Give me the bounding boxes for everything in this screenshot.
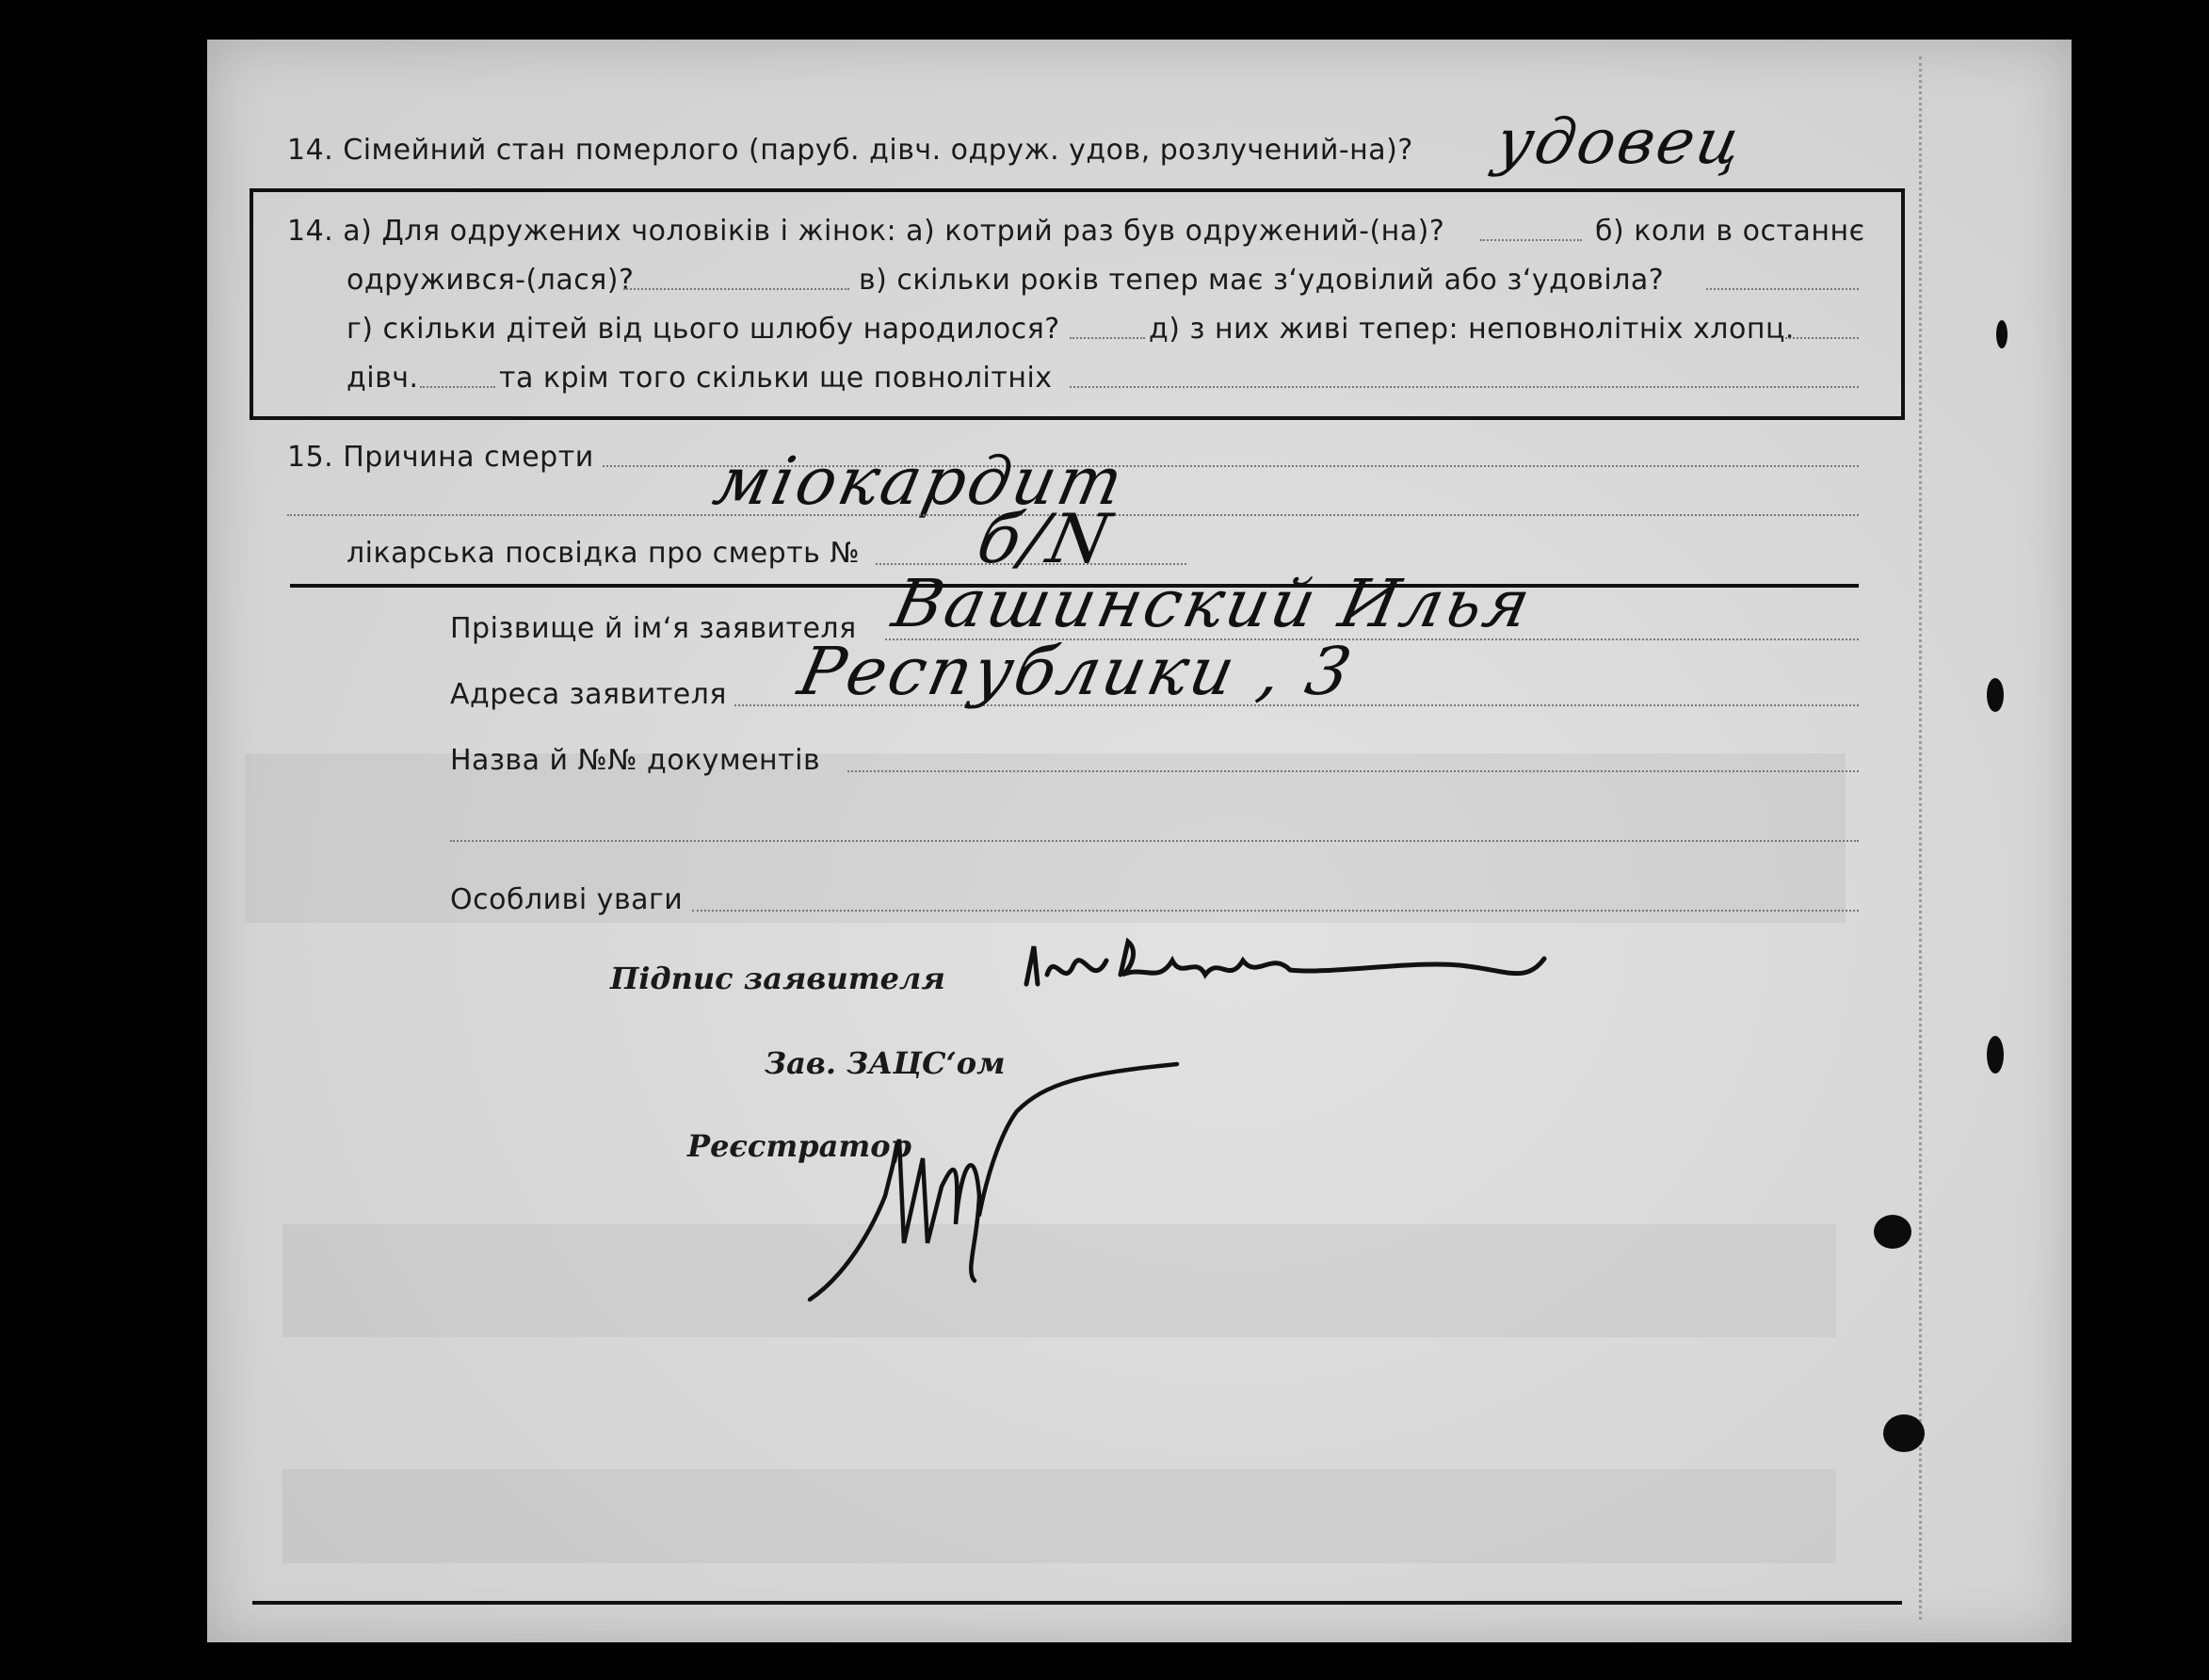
special-notes-label: Особливі уваги [450,883,684,916]
bleed-through-ghost [282,1469,1836,1563]
registrar-signature [800,1055,1196,1318]
medical-certificate-answer: б/N [971,499,1121,578]
punch-hole [1874,1215,1911,1249]
fill-line [420,386,495,388]
fill-line [692,910,1859,912]
marriage-line-2a: одружився-(лася)? [347,264,635,297]
fill-line [1706,288,1859,290]
marriage-line-1a: 14. а) Для одружених чоловіків і жінок: а) котрий раз був одружений-(на)? [287,215,1445,248]
marriage-line-1b: б) коли в останнє [1595,215,1865,248]
marriage-line-4b: та крім того скільки ще повнолітніх [499,362,1053,395]
bottom-rule [252,1601,1902,1605]
applicant-signature-label: Підпис заявителя [610,961,945,996]
marriage-line-3b: д) з них живі тепер: неповнолітніх хлопц. [1149,313,1795,346]
applicant-name-answer: Вашинский Илья [886,565,1540,642]
ink-blot [1987,1036,2004,1074]
marriage-line-2b: в) скільки років тепер має з‘удовілий або з‘удовіла? [859,264,1665,297]
fill-line [1070,386,1859,388]
applicant-address-answer: Республики , 3 [792,633,1361,710]
marital-status-answer: удовец [1489,105,1751,178]
applicant-address-label: Адреса заявителя [450,678,727,711]
marriage-line-3a: г) скільки дітей від цього шлюбу народилося? [347,313,1060,346]
marriage-line-4a: дівч. [347,362,419,395]
perforation-edge [1919,57,1924,1620]
marital-status-label: 14. Сімейний стан померлого (паруб. дівч. одруж. удов, розлучений-на)? [287,134,1413,167]
ink-blot [1996,320,2007,348]
applicant-signature [1017,932,1563,1008]
fill-line [847,770,1859,772]
fill-line [1785,337,1859,339]
fill-line [623,288,849,290]
ink-blot [1987,678,2004,712]
cause-of-death-answer: міокардит [707,443,1133,520]
punch-hole [1883,1414,1925,1452]
fill-line [450,840,1859,842]
medical-certificate-label: лікарська посвідка про смерть № [347,537,861,570]
registrar-label: Реєстратор [687,1128,911,1164]
fill-line [1070,337,1145,339]
fill-line [1480,239,1582,241]
documents-label: Назва й №№ документів [450,744,821,777]
applicant-name-label: Прізвище й ім‘я заявителя [450,612,857,645]
cause-of-death-label: 15. Причина смерти [287,441,594,474]
head-of-registry-label: Зав. ЗАЦС‘ом [765,1045,1006,1081]
